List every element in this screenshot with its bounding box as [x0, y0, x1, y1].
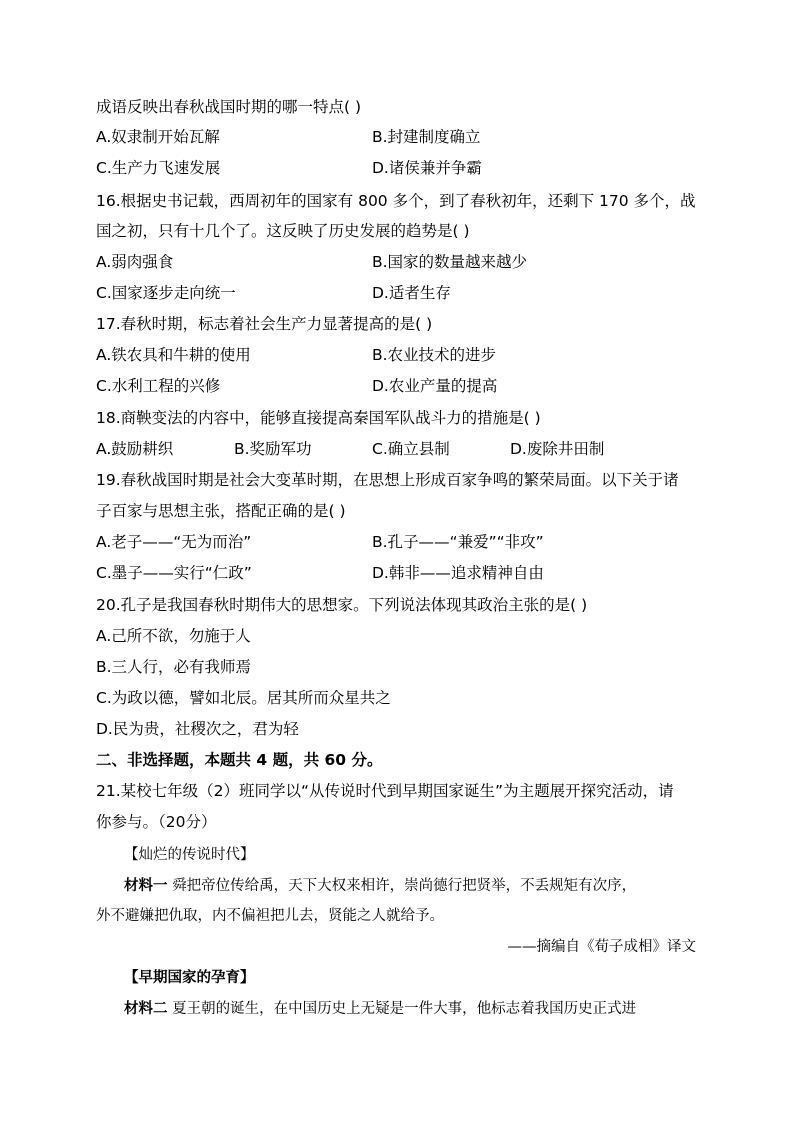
block2-title: 【早期国家的孕育】 — [124, 969, 255, 986]
q19-stem-line1: 19.春秋战国时期是社会大变革时期，在思想上形成百家争鸣的繁荣局面。以下关于诸 — [96, 471, 679, 489]
q18-option-c: C.确立县制 — [372, 440, 450, 458]
q16-stem-line1: 16.根据史书记载，西周初年的国家有 800 多个，到了春秋初年，还剩下 170 多个，战 — [96, 192, 696, 210]
q17-stem: 17.春秋时期，标志着社会生产力显著提高的是( ) — [96, 315, 433, 333]
block1-title: 【灿烂的传说时代】 — [124, 847, 255, 863]
q19-option-a: A.老子——“无为而治” — [96, 533, 252, 551]
q16-option-c: C.国家逐步走向统一 — [96, 284, 236, 302]
q20-stem: 20.孔子是我国春秋时期伟大的思想家。下列说法体现其政治主张的是( ) — [96, 596, 588, 614]
q17-option-c: C.水利工程的兴修 — [96, 377, 221, 395]
q21-stem-line1: 21.某校七年级（2）班同学以“从传说时代到早期国家诞生”为主题展开探究活动，请 — [96, 782, 674, 800]
q15-stem: 成语反映出春秋战国时期的哪一特点( ) — [96, 98, 362, 116]
q18-option-b: B.奖励军功 — [234, 440, 312, 458]
q20-option-b: B.三人行，必有我师焉 — [96, 658, 252, 676]
q16-option-b: B.国家的数量越来越少 — [372, 253, 528, 271]
q17-option-b: B.农业技术的进步 — [372, 346, 497, 364]
q16-option-a: A.弱肉强食 — [96, 253, 174, 271]
q20-option-d: D.民为贵，社稷次之，君为轻 — [96, 720, 299, 738]
q20-option-a: A.己所不欲，勿施于人 — [96, 627, 251, 645]
material1-source: ——摘编自《荀子成相》译文 — [507, 939, 696, 955]
material1-line2: 外不避嫌把仇取，内不偏袒把儿去，贤能之人就给予。 — [96, 908, 444, 924]
material2-label: 材料二 — [124, 1000, 168, 1017]
q17-option-a: A.铁农具和牛耕的使用 — [96, 346, 251, 364]
q15-option-c: C.生产力飞速发展 — [96, 159, 221, 177]
q20-option-c: C.为政以德，譬如北辰。居其所而众星共之 — [96, 689, 391, 707]
q18-stem: 18.商鞅变法的内容中，能够直接提高秦国军队战斗力的措施是( ) — [96, 409, 541, 427]
material1-label: 材料一 — [124, 877, 168, 894]
material1-text: 舜把帝位传给禹，天下大权来相许，崇尚德行把贤举，不丢规矩有次序， — [167, 878, 637, 894]
q16-stem-line2: 国之初，只有十几个了。这反映了历史发展的趋势是( ) — [96, 222, 470, 240]
q21-stem-line2: 你参与。（20分） — [96, 813, 217, 831]
material2-line1 — [124, 999, 724, 1019]
q15-option-b: B.封建制度确立 — [372, 128, 481, 146]
q17-option-d: D.农业产量的提高 — [372, 377, 498, 395]
q19-stem-line2: 子百家与思想主张，搭配正确的是( ) — [96, 502, 346, 520]
q19-option-c: C.墨子——实行“仁政” — [96, 564, 252, 582]
q18-option-d: D.废除井田制 — [510, 440, 605, 458]
q19-option-d: D.韩非——追求精神自由 — [372, 564, 544, 582]
q19-option-b: B.孔子——“兼爱”“非攻” — [372, 533, 544, 551]
q18-option-a: A.鼓励耕织 — [96, 440, 174, 458]
q15-option-a: A.奴隶制开始瓦解 — [96, 128, 220, 146]
material2-text: 夏王朝的诞生，在中国历史上无疑是一件大事，他标志着我国历史正式进 — [167, 1001, 637, 1017]
material1-line1 — [124, 876, 724, 896]
section-heading: 二、非选择题，本题共 4 题，共 60 分。 — [96, 751, 383, 769]
q15-option-d: D.诸侯兼并争霸 — [372, 159, 482, 177]
q16-option-d: D.适者生存 — [372, 284, 451, 302]
